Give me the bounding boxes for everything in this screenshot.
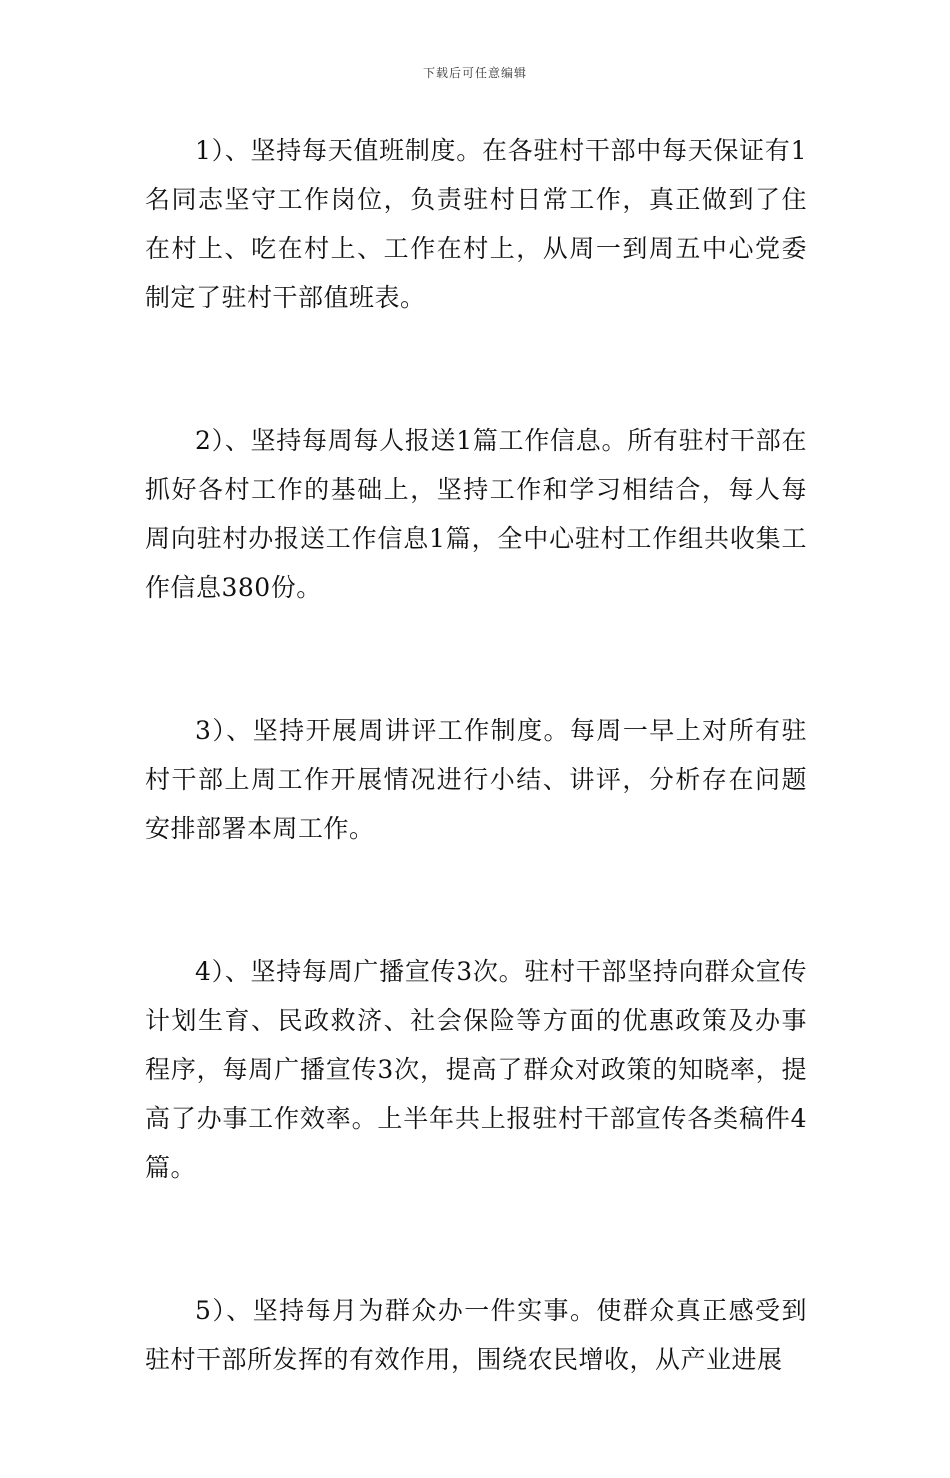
header-note: 下载后可任意编辑 <box>422 66 527 80</box>
paragraph-3: 3）、坚持开展周讲评工作制度。每周一早上对所有驻村干部上周工作开展情况进行小结、讲评，分析存在问题安排部署本周工作。 <box>145 716 807 843</box>
paragraph-1: 1）、坚持每天值班制度。在各驻村干部中每天保证有1名同志坚守工作岗位，负责驻村日常工作，真正做到了住在村上、吃在村上、工作在村上，从周一到周五中心党委制定了驻村干部值班表。 <box>145 136 807 312</box>
paragraph-5: 5）、坚持每月为群众办一件实事。使群众真正感受到驻村干部所发挥的有效作用，围绕农民增收，从产业进展 <box>145 1296 807 1374</box>
document-body <box>145 126 807 1478</box>
paragraph-2: 2）、坚持每周每人报送1篇工作信息。所有驻村干部在抓好各村工作的基础上，坚持工作和学习相结合，每人每周向驻村办报送工作信息1篇，全中心驻村工作组共收集工作信息380份。 <box>145 426 807 602</box>
paragraph-4: 4）、坚持每周广播宣传3次。驻村干部坚持向群众宣传计划生育、民政救济、社会保险等方面的优惠政策及办事程序，每周广播宣传3次，提高了群众对政策的知晓率，提高了办事工作效率。上半年共上报驻村干部宣传各类稿件4篇。 <box>145 957 807 1182</box>
